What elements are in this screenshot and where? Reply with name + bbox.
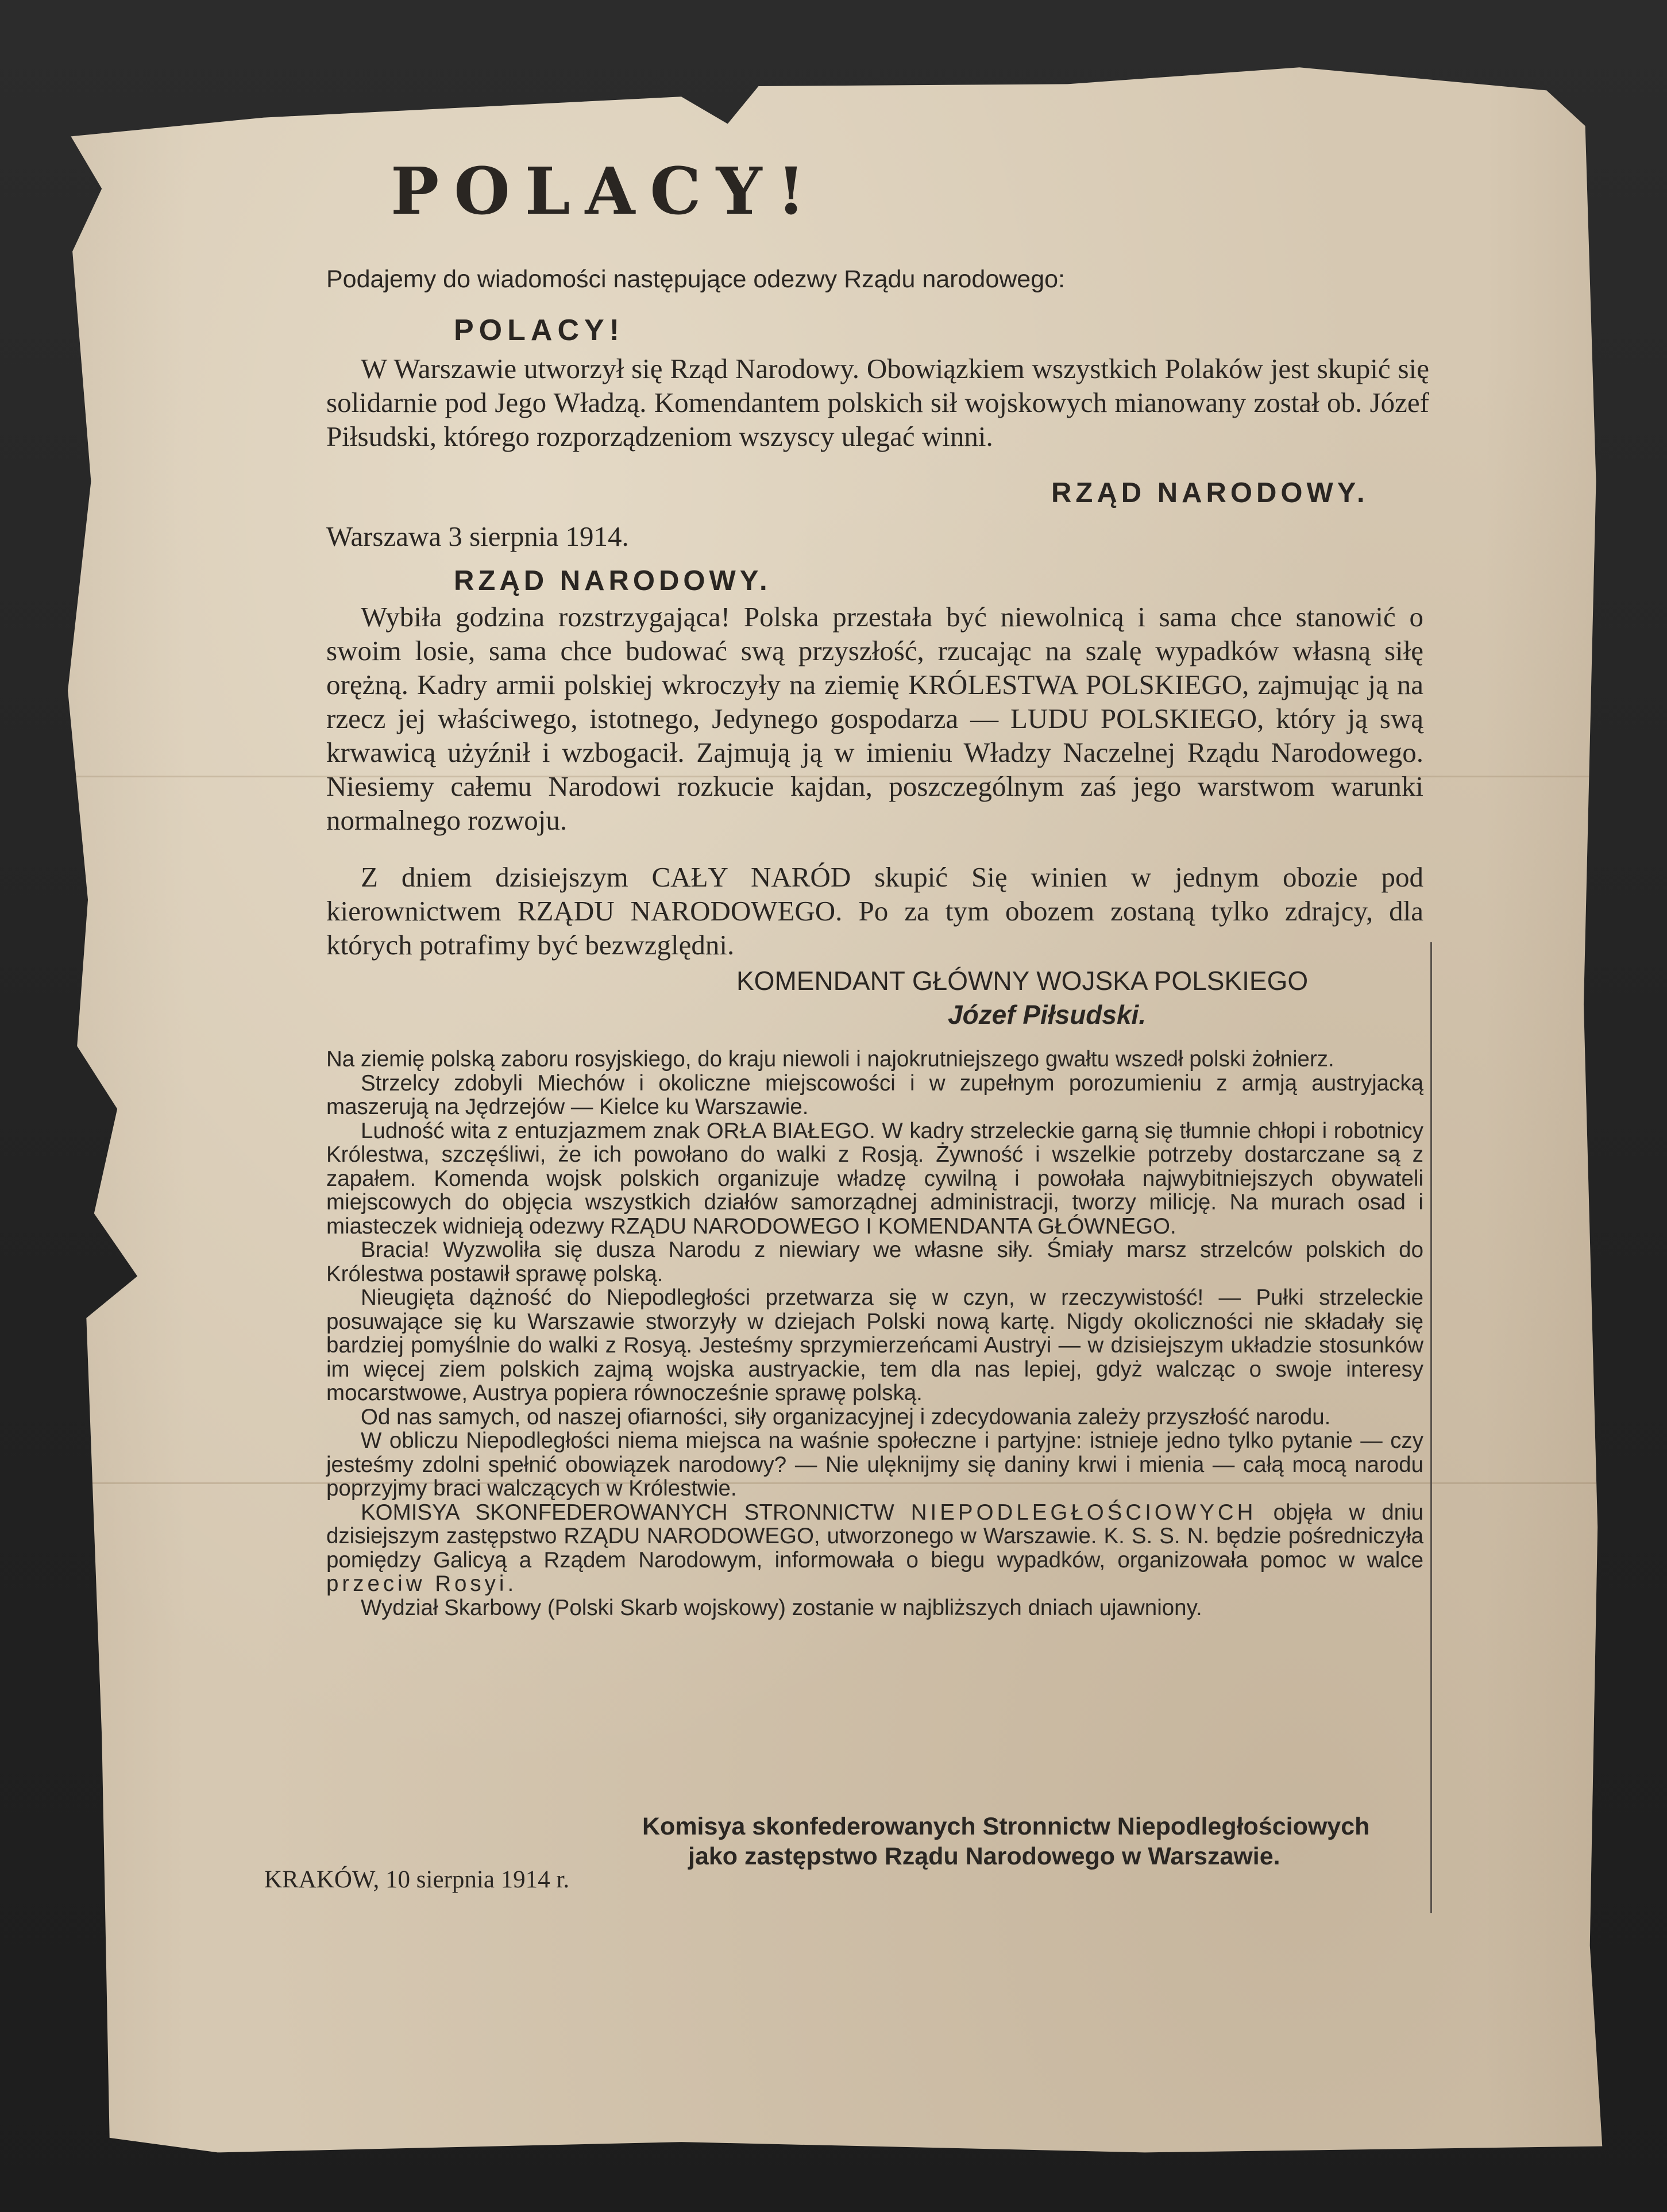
ksn-lead: KOMISYA SKONFEDEROWANYCH STRONNICTW <box>361 1500 894 1525</box>
body-paragraph: Ludność wita z entuzjazmem znak ORŁA BIAŁEGO. W kadry strzeleckie garną się tłumnie chłopi i robotnicy Królestwa, szczęśliwi, że ich powołano do walki z Rosją. Żywność i wszelkie potrzeby dostarczane są z zapałem. Komenda wojsk polskich organizuje władzę cywilną i powołała najwybitniejszych obywateli miejscowych do objęcia wszystkich działów samorządnej administracji, tworzy milicję. Na murach osad i miasteczek widnieją odezwy RZĄDU NARODOWEGO I KOMENDANTA GŁÓWNEGO. <box>326 1118 1423 1239</box>
body-paragraph: Nieugięta dążność do Niepodległości przetwarza się w czyn, w rzeczywistość! — Pułki strzeleckie posuwające się ku Warszawie stworzyły w dziejach Polski nową kartę. Nigdy okoliczności nie składały się bardziej pomyślnie do walki z Rosyą. Jesteśmy sprzymierzeńcami Austryi — w dzisiejszym układzie stosunków im więcej ziem polskich zajmą wojska austryackie, tem dla nas lepiej, gdyż walcząc o swoje interesy mocarstwowe, Austrya popiera równocześnie sprawę polską. <box>326 1285 1423 1405</box>
ksn-text: objęła w dniu dzisiejszym zastępstwo RZĄDU NARODOWEGO, utworzonego w Warszawie. K. S. S. N. będzie pośredniczyła pomiędzy Galicyą a Rządem Narodowym, informowała o biegu wypadków, organizowała pomoc w walce <box>326 1500 1424 1573</box>
body-paragraph: Strzelcy zdobyli Miechów i okoliczne miejscowości i w zupełnym porozumieniu z armją austryjacką maszerują na Jędrzejów — Kielce ku Warszawie. <box>326 1070 1423 1119</box>
final-signature-line: jako zastępstwo Rządu Narodowego w Warszawie. <box>688 1843 1280 1870</box>
margin-rule <box>1430 942 1432 1913</box>
first-proclamation-title: POLACY! <box>454 314 624 347</box>
body-paragraph: Na ziemię polską zaboru rosyjskiego, do kraju niewoli i najokrutniejszego gwałtu wszedł polski żołnierz. <box>326 1047 1334 1072</box>
commander-title: KOMENDANT GŁÓWNY WOJSKA POLSKIEGO <box>736 966 1309 996</box>
place-date: KRAKÓW, 10 sierpnia 1914 r. <box>264 1866 570 1893</box>
second-proclamation-paragraph: Z dniem dzisiejszym CAŁY NARÓD skupić Się winien w jednym obozie pod kierownictwem RZĄDU NARODOWEGO. Po za tym obozem zostaną tylko zdrajcy, dla których potrafimy być bezwzględni. <box>326 861 1423 961</box>
first-proclamation-date: Warszawa 3 sierpnia 1914. <box>326 521 629 552</box>
first-proclamation-signature: RZĄD NARODOWY. <box>1051 477 1369 508</box>
leaflet-body <box>326 1047 1423 1620</box>
first-proclamation-text: W Warszawie utworzył się Rząd Narodowy. Obowiązkiem wszystkich Polaków jest skupić się solidarnie pod Jego Władzą. Komendantem polskich sił wojskowych mianowany został ob. Józef Piłsudski, którego rozporządzeniom wszyscy ulegać winni. <box>326 353 1429 452</box>
ksn-paragraph <box>326 1501 1423 1596</box>
treasury-note: Wydział Skarbowy (Polski Skarb wojskowy) zostanie w najbliższych dniach ujawniony. <box>361 1595 1202 1620</box>
final-signature <box>642 1812 1435 1871</box>
body-paragraph: Bracia! Wyzwoliła się dusza Narodu z niewiary we własne siły. Śmiały marsz strzelców polskich do Królestwa postawił sprawę polską. <box>326 1238 1423 1286</box>
body-paragraph: Od nas samych, od naszej ofiarności, siły organizacyjnej i zdecydowania zależy przyszłość narodu. <box>361 1404 1331 1429</box>
ksn-spaced-end: przeciw Rosyi. <box>326 1571 518 1596</box>
second-proclamation-title: RZĄD NARODOWY. <box>454 565 771 596</box>
second-proclamation-paragraph: Wybiła godzina rozstrzygająca! Polska przestała być niewolnicą i sama chce stanowić o swoim losie, sama chce budować swą przyszłość, rzucając na szalę wypadków własną siłę orężną. Kadry armii polskiej wkroczyły na ziemię KRÓLESTWA POLSKIEGO, zajmując ją na rzecz jej właściwego, istotnego, Jedynego gospodarza — LUDU POLSKIEGO, który ją swą krwawicą użyźnił i wzbogacił. Zajmują ją w imieniu Władzy Naczelnej Rządu Narodowego. Niesiemy całemu Narodowi rozkucie kajdan, poszczególnym zaś jego warstwom warunki normalnego rozwoju. <box>326 601 1423 836</box>
ksn-spaced-word: NIEPODLEGŁOŚCIOWYCH <box>910 1500 1257 1525</box>
leaflet-title: POLACY! <box>391 154 820 229</box>
commander-name: Józef Piłsudski. <box>948 1000 1147 1030</box>
final-signature-line: Komisya skonfederowanych Stronnictw Niepodległościowych <box>642 1813 1370 1840</box>
body-paragraph: W obliczu Niepodległości niema miejsca na waśnie społeczne i partyjne: istnieje jedno tylko pytanie — czy jesteśmy zdolni spełnić obowiązek narodowy? — Nie ulęknijmy się daniny krwi i mienia — całą mocą narodu poprzyjmy braci walczących w Królestwie. <box>326 1428 1423 1501</box>
intro-line: Podajemy do wiadomości następujące odezwy Rządu narodowego: <box>326 265 1065 293</box>
